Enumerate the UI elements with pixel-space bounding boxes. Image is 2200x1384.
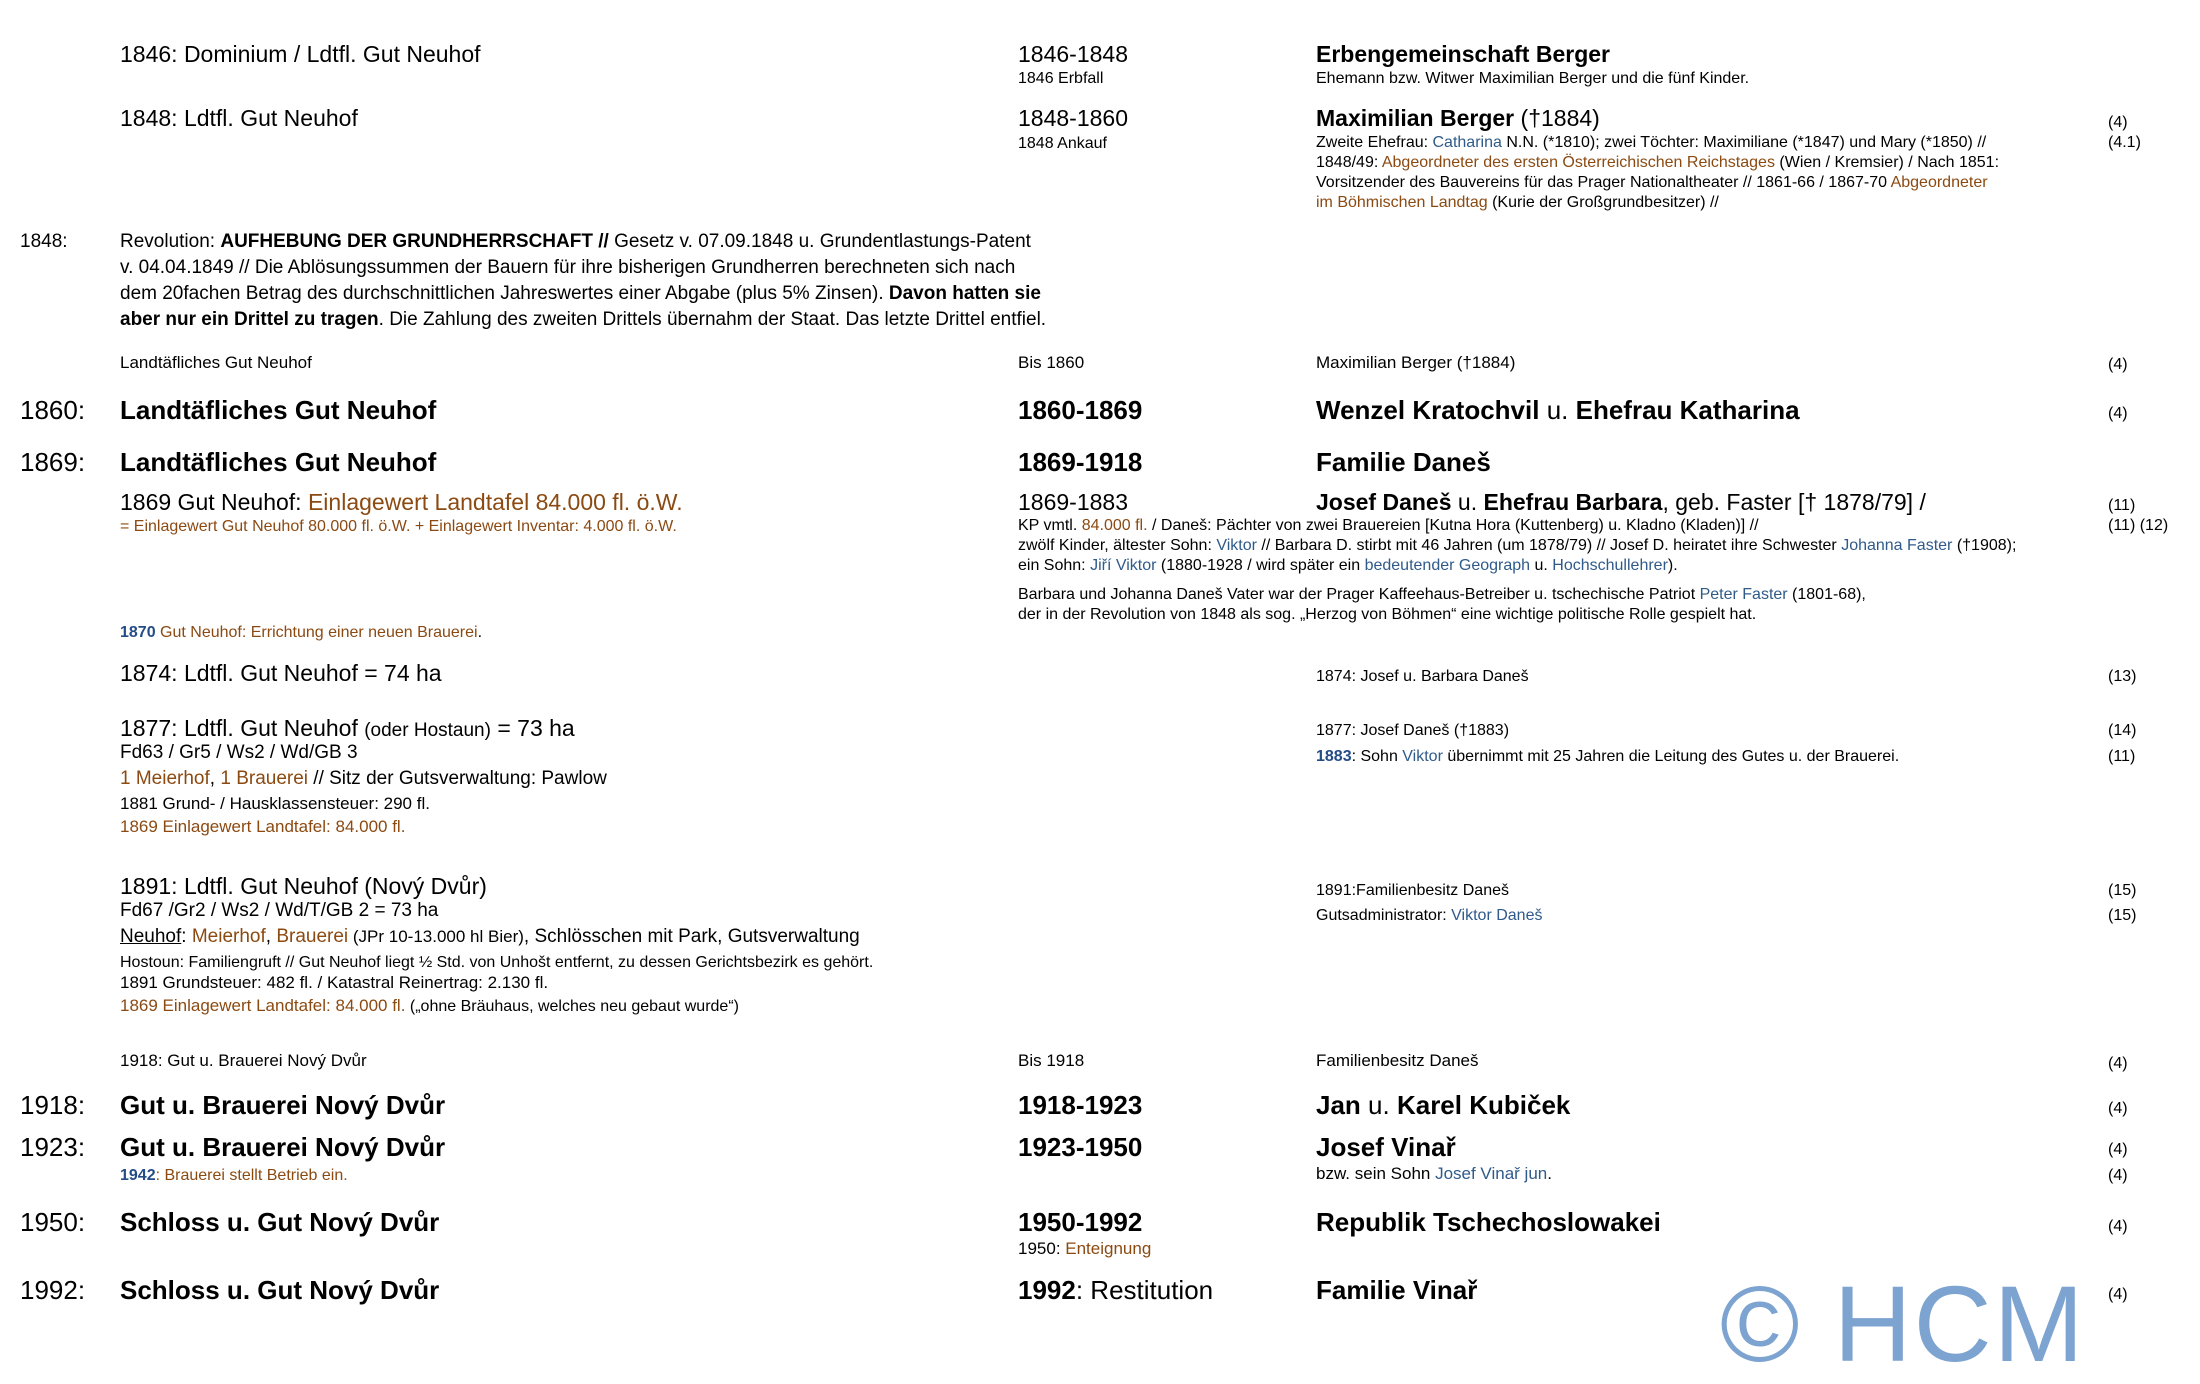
row-1891-line-5: 1891 Grundsteuer: 482 fl. / Katastral Reinertrag: 2.130 fl. [120,973,549,992]
row-1846-owner: Erbengemeinschaft Berger [1316,41,1610,67]
row-1891-ref-1: (15) [2108,882,2137,899]
row-1869-detail-period: 1869-1883 [1018,489,1128,515]
row-1869-year: 1869: [20,447,86,477]
row-1860-owner: Wenzel Kratochvil u. Ehefrau Katharina [1316,395,1800,425]
row-1848-owner: Maximilian Berger (†1884) [1316,105,1600,131]
row-1869-detail-ref-2: (11) (12) [2108,517,2169,534]
row-1950-owner: Republik Tschechoslowakei [1316,1207,1661,1237]
row-1869-detail-note-1: KP vmtl. 84.000 fl. / Daneš: Pächter von zwei Brauereien [Kutna Hora (Kuttenberg) u. Kladno (Kladen)] // [1018,517,1759,534]
row-1869-detail-note-5: der in der Revolution von 1848 als sog. „Herzog von Böhmen“ eine wichtige politische Rolle gespielt hat. [1018,606,1757,623]
row-1848-period-sub: 1848 Ankauf [1018,135,1107,152]
row-1950-year: 1950: [20,1207,86,1237]
row-1891-line-4: Hostoun: Familiengruft // Gut Neuhof liegt ½ Std. von Unhošt entfernt, zu dessen Gerichtsbezirk es gehört. [120,954,874,971]
copyright-watermark: © HCM [1720,1263,2086,1384]
row-1860-place: Landtäfliches Gut Neuhof [120,395,437,425]
row-1918-place: Gut u. Brauerei Nový Dvůr [120,1090,446,1120]
row-1992-owner: Familie Vinař [1316,1275,1478,1305]
row-1883-note: 1883: Sohn Viktor übernimmt mit 25 Jahren die Leitung des Gutes u. der Brauerei. [1316,748,1900,765]
row-1846-period-sub: 1846 Erbfall [1018,70,1104,87]
row-1846-place: 1846: Dominium / Ldtfl. Gut Neuhof [120,41,481,67]
row-1869-owner: Familie Daneš [1316,447,1491,477]
revolution-year: 1848: [20,231,68,252]
row-1869-detail-place: 1869 Gut Neuhof: Einlagewert Landtafel 84.000 fl. ö.W. [120,489,683,515]
row-1923-year: 1923: [20,1132,86,1162]
row-1891-line-2: Fd67 /Gr2 / Ws2 / Wd/T/GB 2 = 73 ha [120,900,439,921]
row-1869-place: Landtäfliches Gut Neuhof [120,447,437,477]
revolution-line-2: v. 04.04.1849 // Die Ablösungssummen der Bauern für ihre bisherigen Grundherren berechneten sich nach [120,257,1016,278]
row-1891-line-1: 1891: Ldtfl. Gut Neuhof (Nový Dvůr) [120,873,487,899]
row-1918-period: 1918-1923 [1018,1090,1143,1120]
row-1869-detail-ref-1: (11) [2108,497,2136,514]
row-1860-ref: (4) [2108,405,2128,422]
row-1848-period: 1848-1860 [1018,105,1128,131]
row-1923-ref-1: (4) [2108,1141,2128,1158]
row-1846-period: 1846-1848 [1018,41,1128,67]
row-1950-place: Schloss u. Gut Nový Dvůr [120,1207,440,1237]
row-1891-line-3: Neuhof: Meierhof, Brauerei (JPr 10-13.000 hl Bier), Schlösschen mit Park, Gutsverwaltung [120,926,860,947]
row-1923-ref-2: (4) [2108,1167,2128,1184]
row-1923-period: 1923-1950 [1018,1132,1143,1162]
revolution-line-1: Revolution: AUFHEBUNG DER GRUNDHERRSCHAFT // Gesetz v. 07.09.1848 u. Grundentlastungs-Patent [120,231,1031,252]
section-2-owner: Familienbesitz Daneš [1316,1051,1479,1070]
section-1-period: Bis 1860 [1018,353,1085,372]
row-1950-ref: (4) [2108,1218,2128,1235]
row-1950-period-sub: 1950: Enteignung [1018,1239,1152,1258]
row-1877-owner: 1877: Josef Daneš (†1883) [1316,722,1510,739]
section-2-period: Bis 1918 [1018,1051,1085,1070]
row-1891-owner: 1891:Familienbesitz Daneš [1316,882,1509,899]
row-1992-year: 1992: [20,1275,86,1305]
row-1891-ref-2: (15) [2108,907,2137,924]
row-1992-place: Schloss u. Gut Nový Dvůr [120,1275,440,1305]
row-1848-ref-1: (4) [2108,114,2128,131]
revolution-line-3: dem 20fachen Betrag des durchschnittlichen Jahreswertes einer Abgabe (plus 5% Zinsen). Davon hatten sie [120,283,1041,304]
revolution-line-4: aber nur ein Drittel zu tragen. Die Zahlung des zweiten Drittels übernahm der Staat. Das letzte Drittel entfiel. [120,309,1047,330]
row-1846-owner-note: Ehemann bzw. Witwer Maximilian Berger und die fünf Kinder. [1316,70,1750,87]
row-1869-detail-note-2: zwölf Kinder, ältester Sohn: Viktor // Barbara D. stirbt mit 46 Jahren (um 1878/79) // Josef D. heiratet ihre Schwester Johanna Faster (†1908); [1018,537,2017,554]
row-1848-note-3: Vorsitzender des Bauvereins für das Prager Nationaltheater // 1861-66 / 1867-70 Abgeordneter [1316,174,1988,191]
row-1869-detail-owner: Josef Daneš u. Ehefrau Barbara, geb. Faster [† 1878/79] / [1316,489,1926,515]
row-1874-ref: (13) [2108,668,2137,685]
row-1918-owner: Jan u. Karel Kubiček [1316,1090,1571,1120]
section-1-place: Landtäfliches Gut Neuhof [120,353,312,372]
row-1891-line-6: 1869 Einlagewert Landtafel: 84.000 fl. („ohne Bräuhaus, welches neu gebaut wurde“) [120,996,739,1015]
row-1918-ref: (4) [2108,1100,2128,1117]
row-1950-period: 1950-1992 [1018,1207,1143,1237]
row-1848-note-4: im Böhmischen Landtag (Kurie der Großgrundbesitzer) // [1316,194,1719,211]
row-1869-detail-note-3: ein Sohn: Jiří Viktor (1880-1928 / wird später ein bedeutender Geograph u. Hochschullehrer). [1018,557,1678,574]
row-1877-line-4: 1881 Grund- / Hausklassensteuer: 290 fl. [120,794,430,813]
row-1848-place: 1848: Ldtfl. Gut Neuhof [120,105,358,131]
row-1860-period: 1860-1869 [1018,395,1143,425]
row-1877-ref: (14) [2108,722,2137,739]
row-1869-detail-place-sub: = Einlagewert Gut Neuhof 80.000 fl. ö.W. + Einlagewert Inventar: 4.000 fl. ö.W. [120,518,677,535]
row-1874-owner: 1874: Josef u. Barbara Daneš [1316,668,1529,685]
section-1-owner: Maximilian Berger (†1884) [1316,353,1516,372]
row-1877-line-2: Fd63 / Gr5 / Ws2 / Wd/GB 3 [120,742,358,763]
row-1923-place: Gut u. Brauerei Nový Dvůr [120,1132,446,1162]
row-1874-place: 1874: Ldtfl. Gut Neuhof = 74 ha [120,660,442,686]
row-1891-administrator: Gutsadministrator: Viktor Daneš [1316,907,1543,924]
row-1848-note-1: Zweite Ehefrau: Catharina N.N. (*1810); zwei Töchter: Maximiliane (*1847) und Mary (*1850) // [1316,134,1987,151]
row-1848-ref-2: (4.1) [2108,134,2141,151]
row-1848-note-2: 1848/49: Abgeordneter des ersten Österreichischen Reichstages (Wien / Kremsier) / Nach 1851: [1316,154,2000,171]
section-2-ref: (4) [2108,1055,2128,1072]
row-1877-line-5: 1869 Einlagewert Landtafel: 84.000 fl. [120,817,406,836]
row-1923-owner: Josef Vinař [1316,1132,1456,1162]
row-1883-ref: (11) [2108,748,2136,765]
row-1870-brewery-note: 1870 Gut Neuhof: Errichtung einer neuen Brauerei. [120,624,483,641]
row-1877-line-1: 1877: Ldtfl. Gut Neuhof (oder Hostaun) = 73 ha [120,715,575,741]
section-1-ref: (4) [2108,356,2128,373]
row-1918-year: 1918: [20,1090,86,1120]
row-1869-period: 1869-1918 [1018,447,1143,477]
row-1869-detail-note-4: Barbara und Johanna Daneš Vater war der Prager Kaffeehaus-Betreiber u. tschechische Patriot Peter Faster (1801-68), [1018,586,1866,603]
row-1992-ref: (4) [2108,1286,2128,1303]
row-1877-line-3: 1 Meierhof, 1 Brauerei // Sitz der Gutsverwaltung: Pawlow [120,768,607,789]
section-2-place: 1918: Gut u. Brauerei Nový Dvůr [120,1051,367,1070]
row-1992-period: 1992: Restitution [1018,1275,1214,1305]
row-1942-note: 1942: Brauerei stellt Betrieb ein. [120,1167,348,1184]
row-1923-owner-2: bzw. sein Sohn Josef Vinař jun. [1316,1164,1552,1183]
row-1860-year: 1860: [20,395,86,425]
